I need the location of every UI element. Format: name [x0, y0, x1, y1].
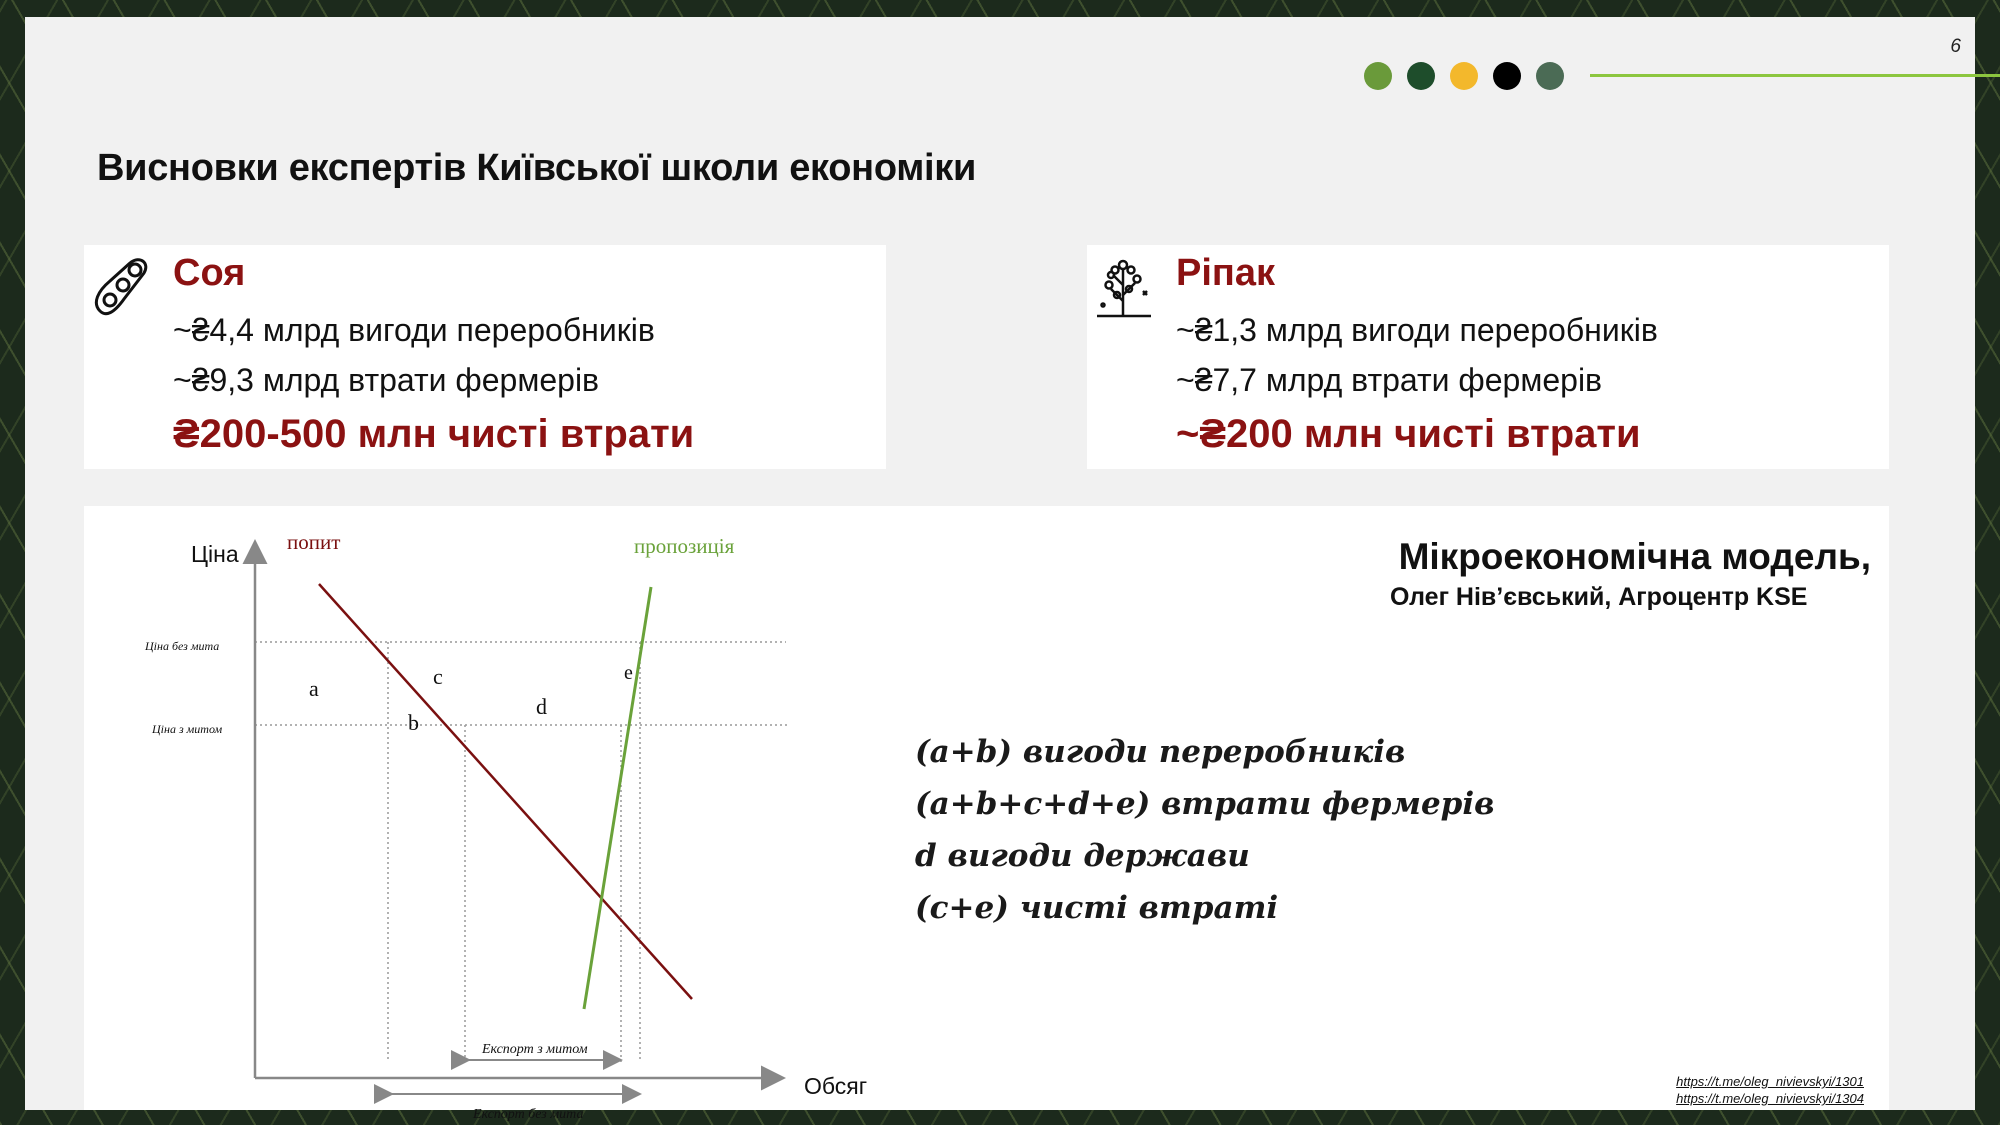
page-number: 6	[1950, 36, 1961, 57]
y-axis-label: Ціна	[191, 541, 239, 567]
demand-curve	[319, 584, 692, 999]
area-c-label: c	[433, 664, 443, 689]
model-panel	[84, 506, 1889, 1122]
area-b-label: b	[408, 710, 419, 735]
price-no-duty-label: Ціна без мита	[145, 639, 220, 653]
source-link[interactable]: https://t.me/oleg_nivievskyi/1304	[1676, 1091, 1864, 1106]
decorative-dots	[1364, 62, 1564, 90]
x-axis-label: Обсяг	[804, 1073, 868, 1099]
soy-card	[84, 245, 886, 469]
area-a-label: a	[309, 676, 319, 701]
processors-benefit: ~₴4,4 млрд вигоди переробників	[173, 312, 655, 348]
area-d-label: d	[536, 694, 547, 719]
crop-name: Ріпак	[1176, 252, 1276, 294]
farmers-loss: ~₴9,3 млрд втрати фермерів	[173, 362, 600, 398]
farmers-loss: ~₴7,7 млрд втрати фермерів	[1176, 362, 1603, 398]
area-e-label: e	[624, 662, 633, 684]
legend-item: (a+b) вигоди переробників	[915, 734, 1406, 770]
supply-curve	[584, 587, 651, 1009]
dot-grey-green	[1536, 62, 1564, 90]
export-no-duty-label: Експорт без мита	[473, 1107, 584, 1122]
net-loss: ~₴200 млн чисті втрати	[1176, 412, 1641, 456]
export-with-duty-label: Експорт з митом	[482, 1042, 588, 1057]
dot-dark-green	[1407, 62, 1435, 90]
dot-yellow	[1450, 62, 1478, 90]
net-loss: ₴200-500 млн чисті втрати	[173, 412, 695, 456]
demand-label: попит	[287, 530, 341, 554]
dot-olive	[1364, 62, 1392, 90]
processors-benefit: ~₴1,3 млрд вигоди переробників	[1176, 312, 1658, 348]
crop-name: Соя	[173, 252, 246, 294]
slide	[25, 17, 1975, 1122]
model-title: Мікроекономічна модель,	[1398, 536, 1871, 577]
dot-black	[1493, 62, 1521, 90]
rapeseed-plant-icon	[1093, 255, 1153, 319]
model-author: Олег Нів’євський, Агроцентр KSE	[1390, 583, 1808, 611]
supply-label: пропозиція	[634, 534, 735, 558]
price-with-duty-label: Ціна з митом	[152, 722, 223, 736]
slide-title: Висновки експертів Київської школи економіки	[97, 147, 977, 189]
source-link[interactable]: https://t.me/oleg_nivievskyi/1301	[1676, 1074, 1864, 1089]
legend-item: (c+e) чисті втраті	[915, 890, 1279, 926]
soybean-pod-icon	[90, 255, 150, 319]
rapeseed-card	[1087, 245, 1889, 469]
accent-line	[1590, 74, 2000, 77]
legend-item: (a+b+c+d+e) втрати фермерів	[915, 786, 1495, 822]
supply-demand-diagram	[84, 506, 884, 1122]
model-legend	[915, 726, 1494, 934]
source-links	[1676, 1073, 1864, 1107]
legend-item: d вигоди держави	[915, 838, 1250, 874]
